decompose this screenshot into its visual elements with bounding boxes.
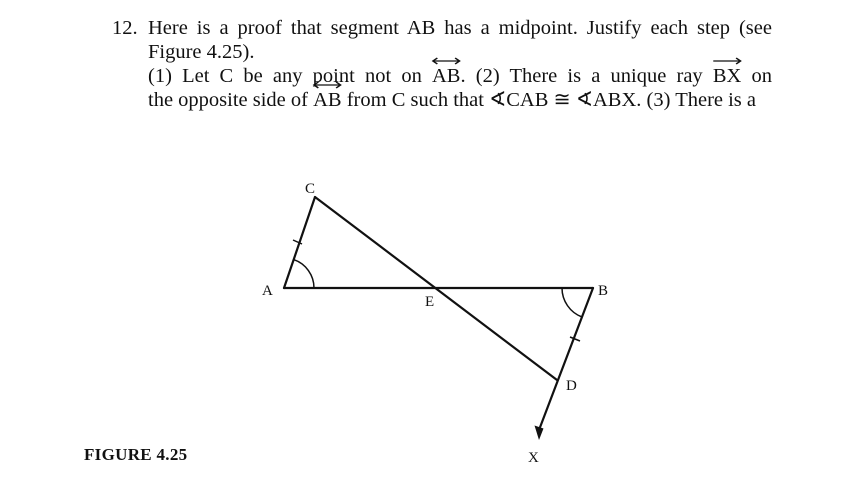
angle-arc-a bbox=[294, 260, 314, 288]
angle-arc-b bbox=[562, 288, 582, 317]
point-label-d: D bbox=[566, 378, 577, 394]
point-label-a: A bbox=[262, 283, 273, 299]
point-label-c: C bbox=[305, 181, 316, 197]
arrowhead-icon bbox=[535, 426, 544, 441]
text-fragment: the opposite side of bbox=[148, 89, 314, 111]
problem-line-2: Figure 4.25). bbox=[148, 41, 255, 63]
ray-name: BX bbox=[712, 65, 742, 87]
ray-bx bbox=[539, 288, 593, 430]
text-fragment: on bbox=[741, 65, 772, 87]
point-label-e: E bbox=[425, 294, 435, 310]
problem-line-1: Here is a proof that segment AB has a midpoint. Justify each step (see bbox=[148, 17, 772, 39]
figure-caption: FIGURE 4.25 bbox=[84, 445, 188, 464]
text-fragment: from C such that ∢CAB ≅ ∢ABX. (3) There is a bbox=[341, 89, 757, 111]
segment-name: AB bbox=[432, 65, 461, 87]
problem-number: 12. bbox=[112, 17, 138, 39]
point-label-x: X bbox=[528, 450, 539, 466]
segment-name: AB bbox=[313, 89, 342, 111]
text-fragment: . (2) There is a unique ray bbox=[460, 65, 713, 87]
point-label-b: B bbox=[598, 283, 609, 299]
text-fragment: (1) Let C be any point not on bbox=[148, 65, 432, 87]
